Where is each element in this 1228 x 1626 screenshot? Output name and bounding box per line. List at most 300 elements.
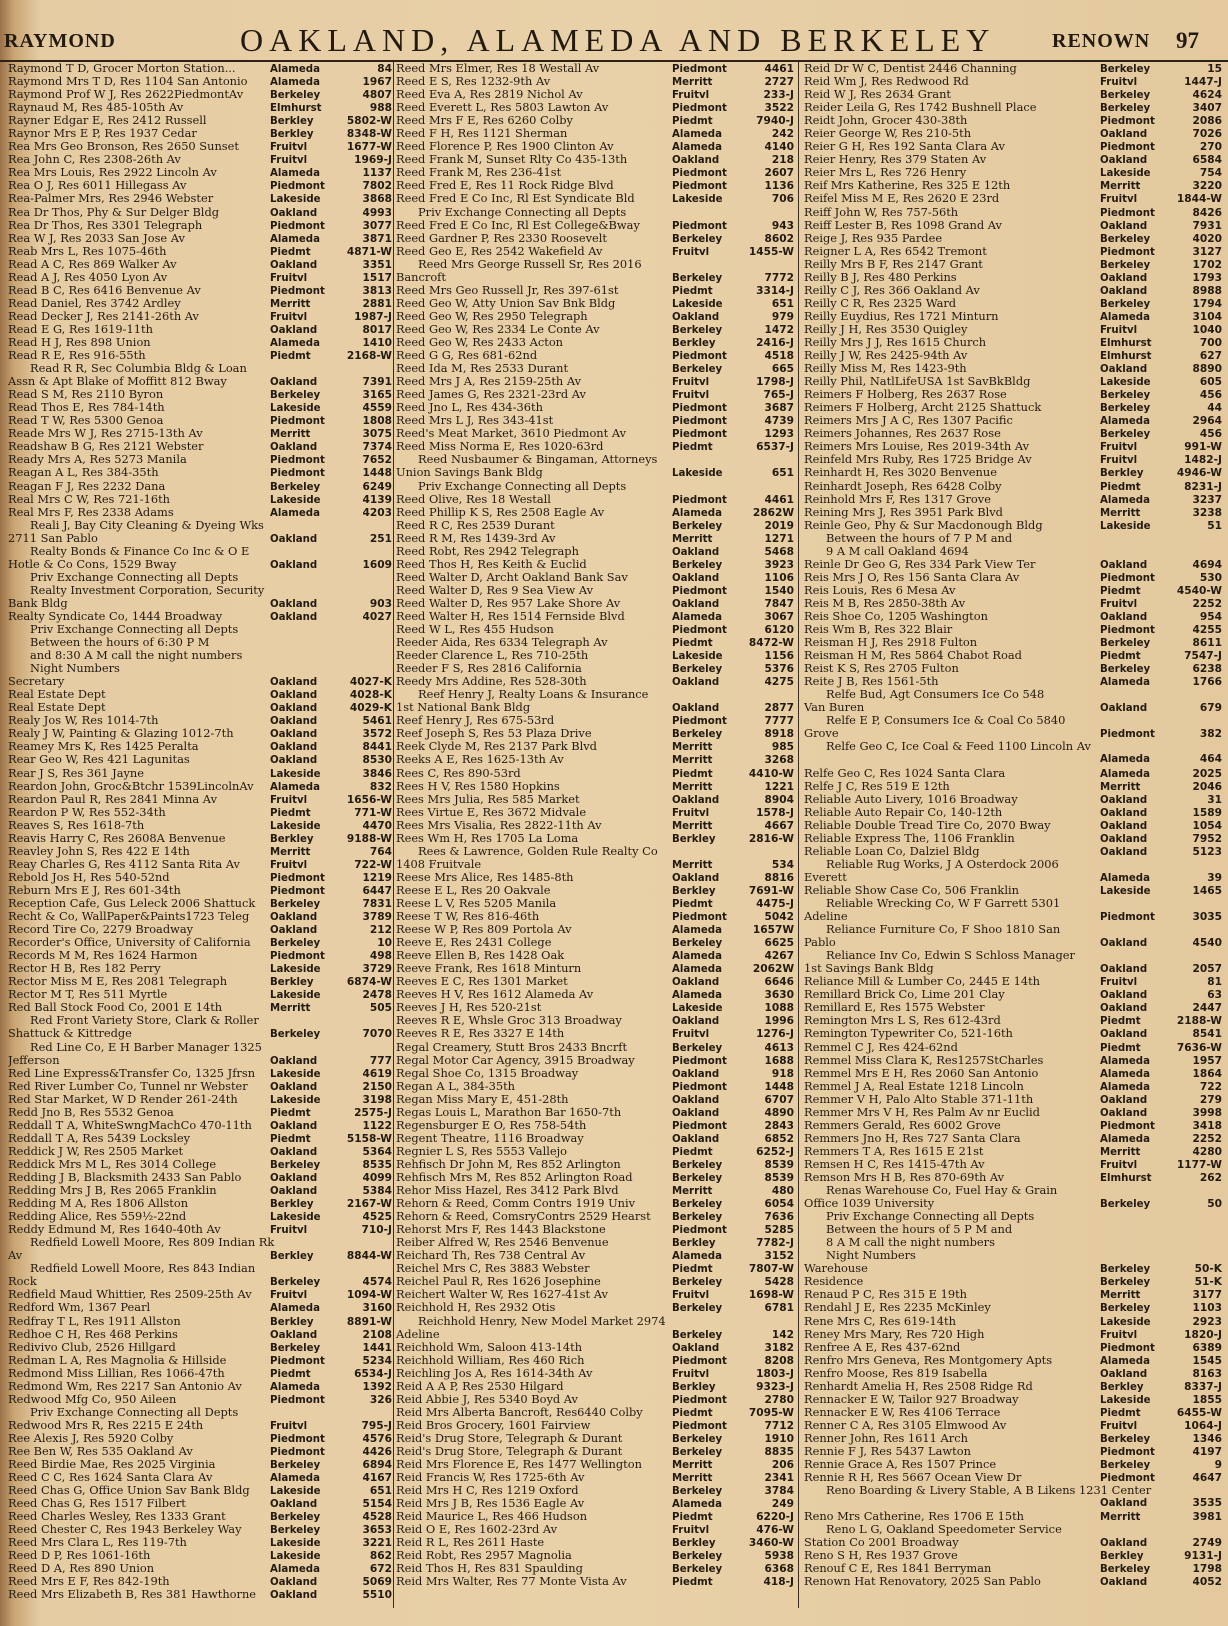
listing-name: Realy J W, Painting & Glazing 1012-7th: [8, 727, 234, 741]
listing-phone-number: 7777: [764, 715, 794, 728]
listing-exchange: Oakland: [270, 742, 318, 754]
listing-exchange: Alameda: [1100, 1133, 1150, 1145]
listing-phone-number: 534: [771, 858, 794, 871]
listing-entry: [396, 819, 794, 832]
listing-entry: [396, 923, 794, 936]
listing-name: Rea Dr Thos, Phy & Sur Delger Bldg: [8, 205, 220, 219]
listing-exchange: Fruitvl: [672, 1029, 710, 1041]
listing-exchange: Oakland: [270, 377, 318, 389]
listing-phone-number: 1156: [764, 650, 794, 663]
listing-entry: [396, 466, 794, 479]
listing-phone-number: 2923: [1192, 1315, 1222, 1328]
listing-phone-number: 8348-W: [346, 128, 392, 141]
listing-name: Reifel Miss M E, Res 2620 E 23rd: [804, 192, 1000, 206]
listing-phone-number: 988: [369, 102, 392, 115]
listing-name: Reinle Geo, Phy & Sur Macdonough Bldg: [804, 518, 1043, 532]
listing-entry: [804, 480, 1222, 493]
listing-name: Hotle & Co Cons, 1529 Bway: [8, 557, 177, 571]
listing-entry: [8, 1067, 392, 1080]
listing-exchange: Berkeley: [1100, 1433, 1151, 1445]
listing-phone-number: 4255: [1192, 624, 1222, 637]
listing-phone-number: 3687: [764, 402, 794, 415]
listing-entry: [396, 219, 794, 232]
listing-exchange: Oakland: [1100, 1003, 1148, 1015]
listing-phone-number: 1448: [764, 1080, 794, 1093]
listing-phone-number: 862: [369, 1550, 392, 1563]
listing-phone-number: 5510: [362, 1589, 392, 1602]
listing-phone-number: 464: [1199, 753, 1222, 766]
listing-phone-number: 1271: [764, 532, 794, 545]
listing-name: Reid Mrs H C, Res 1219 Oxford: [396, 1484, 579, 1498]
listing-exchange: Piedmt: [1100, 1042, 1141, 1054]
listing-name: Secretary: [8, 675, 65, 689]
listing-exchange: Piedmt: [1100, 585, 1141, 597]
listing-phone-number: 7636: [764, 1211, 794, 1224]
listing-phone-number: 4027: [362, 610, 392, 623]
listing-exchange: Berkeley: [672, 1564, 723, 1576]
listing-phone-number: 218: [771, 154, 794, 167]
listing-phone-number: 2877: [764, 702, 794, 715]
listing-name: Reid Abbie J, Res 5340 Boyd Av: [396, 1392, 578, 1406]
listing-exchange: Oakland: [270, 716, 318, 728]
listing-exchange: Piedmt: [1100, 481, 1141, 493]
listing-phone-number: 1578-J: [756, 806, 794, 819]
listing-phone-number: 2188-W: [1176, 1015, 1222, 1028]
listing-phone-number: 3981: [1192, 1511, 1222, 1524]
listing-entry: [804, 271, 1222, 284]
listing-exchange: Merritt: [672, 781, 713, 793]
listing-entry: [804, 558, 1222, 571]
listing-name: Reid Maurice L, Res 466 Hudson: [396, 1510, 588, 1524]
listing-entry: [396, 793, 794, 806]
listing-name: Reed Chester C, Res 1943 Berkeley Way: [8, 1523, 242, 1537]
listing-phone-number: 51: [1207, 519, 1222, 532]
listing-entry: [396, 1041, 794, 1054]
listing-name: Remington Mrs L S, Res 612-43rd: [804, 1014, 1001, 1028]
listing-entry: [804, 297, 1222, 310]
listing-name: Reilly J W, Res 2425-94th Av: [804, 349, 968, 363]
listing-name: 2711 San Pablo: [8, 531, 98, 545]
listing-entry: [396, 153, 794, 166]
listing-note: Reed Nusbaumer & Bingaman, Attorneys: [418, 453, 658, 467]
listing-exchange: Oakland: [1100, 1094, 1148, 1106]
listing-name: Reilly Mrs J J, Res 1615 Church: [804, 335, 987, 349]
listing-exchange: Oakland: [672, 311, 720, 323]
listing-entry: [804, 88, 1222, 101]
listing-exchange: Berkeley: [1100, 664, 1151, 676]
listing-phone-number: 7095-W: [748, 1406, 794, 1419]
listing-phone-number: 2881: [362, 297, 392, 310]
listing-note: Reliance Inv Co, Edwin S Schloss Manager: [826, 949, 1075, 963]
listing-name: Reid's Drug Store, Telegraph & Durant: [396, 1444, 623, 1458]
listing-entry: [396, 62, 794, 75]
listing-exchange: Berkley: [270, 1199, 314, 1211]
listing-entry: [8, 1393, 392, 1406]
listing-phone-number: 651: [369, 1485, 392, 1498]
listing-phone-number: 5802-W: [346, 115, 392, 128]
listing-phone-number: 4574: [362, 1276, 392, 1289]
listing-entry: [8, 858, 392, 871]
listing-entry: [804, 936, 1222, 949]
listing-exchange: Lakeside: [270, 1094, 321, 1106]
listing-name: Rebold Jos H, Res 540-52nd: [8, 870, 170, 884]
listing-exchange: Alameda: [1100, 1055, 1150, 1067]
listing-phone-number: 979: [771, 310, 794, 323]
listing-name: Reavis Harry C, Res 2608A Benvenue: [8, 831, 226, 845]
listing-exchange: Berkeley: [672, 1329, 723, 1341]
listing-note: Between the hours of 6:30 P M: [30, 636, 210, 650]
listing-exchange: Berkley: [672, 1238, 716, 1250]
listing-phone-number: 777: [369, 1054, 392, 1067]
listing-exchange: Elmhurst: [1100, 351, 1152, 363]
listing-entry: [396, 884, 794, 897]
listing-name: Reardon Paul R, Res 2841 Minna Av: [8, 792, 218, 806]
listing-exchange: Oakland: [270, 559, 318, 571]
listing-phone-number: 7831: [362, 898, 392, 910]
listing-entry: [396, 192, 794, 205]
listing-phone-number: 5384: [362, 1185, 392, 1198]
listing-exchange: Fruitvl: [270, 1225, 308, 1237]
listing-entry: [396, 1562, 794, 1575]
listing-name: Pablo: [804, 936, 836, 950]
listing-exchange: Alameda: [1100, 1068, 1150, 1080]
listing-name: Regnier L S, Res 5553 Vallejo: [396, 1144, 567, 1158]
listing-name: Reid Robt, Res 2957 Magnolia: [396, 1549, 572, 1563]
listing-exchange: Piedmt: [270, 1107, 311, 1119]
listing-entry: [804, 179, 1222, 192]
listing-exchange: Oakland: [1100, 220, 1148, 232]
listing-exchange: Lakeside: [672, 468, 723, 480]
listing-entry: [396, 1458, 794, 1471]
listing-name: Redfray T L, Res 1911 Allston: [8, 1314, 181, 1328]
listing-entry: [8, 1132, 392, 1145]
listing-exchange: Alameda: [1100, 311, 1150, 323]
listing-phone-number: 2478: [362, 989, 392, 1002]
listing-name: Reier George W, Res 210-5th: [804, 127, 972, 141]
listing-entry: [8, 1080, 392, 1093]
listing-entry: [8, 1471, 392, 1484]
listing-entry: [8, 923, 392, 936]
listing-entry: [804, 323, 1222, 336]
listing-name: Reilly Miss M, Res 1423-9th: [804, 362, 967, 376]
listing-exchange: Piedmt: [270, 351, 311, 363]
listing-name: Av: [8, 1249, 23, 1263]
listing-exchange: Alameda: [1100, 1355, 1150, 1367]
listing-phone-number: 1346: [1192, 1432, 1222, 1445]
listing-exchange: Fruitvl: [672, 1290, 710, 1302]
listing-entry: [8, 675, 392, 688]
listing-phone-number: 6537-J: [756, 441, 794, 454]
listing-exchange: Oakland: [672, 1133, 720, 1145]
listing-entry: [804, 62, 1222, 75]
listing-phone-number: 251: [369, 532, 392, 545]
listing-name: Reed Geo W, Res 2950 Telegraph: [396, 309, 588, 323]
listing-phone-number: 627: [1199, 350, 1222, 363]
listing-phone-number: 4946-W: [1176, 467, 1222, 480]
listing-phone-number: 1054: [1192, 819, 1222, 832]
listing-entry: [8, 1575, 392, 1588]
listing-phone-number: 8835: [764, 1445, 794, 1458]
listing-phone-number: 4275: [764, 676, 794, 689]
listing-exchange: Alameda: [270, 1303, 320, 1315]
listing-phone-number: 6707: [764, 1093, 794, 1106]
listing-exchange: Alameda: [672, 951, 722, 963]
listing-phone-number: 81: [1207, 976, 1222, 989]
listing-exchange: Alameda: [672, 611, 722, 623]
listing-name: Read A C, Res 869 Walker Av: [8, 257, 177, 271]
listing-exchange: Alameda: [270, 64, 320, 75]
listing-entry: [8, 323, 392, 336]
listing-exchange: Oakland: [270, 324, 318, 336]
listing-entry: [804, 362, 1222, 375]
listing-entry: [8, 1458, 392, 1471]
listing-phone-number: 6252-J: [756, 1145, 794, 1158]
listing-entry: [396, 1067, 794, 1080]
listing-phone-number: 4540-W: [1176, 584, 1222, 597]
listing-name: Reisman H M, Res 5864 Chabot Road: [804, 649, 1022, 663]
listing-name: Reliable Auto Livery, 1016 Broadway: [804, 792, 1018, 806]
listing-name: Bank Bldg: [8, 596, 68, 610]
listing-entry: [8, 1197, 392, 1210]
listing-entry: [8, 1001, 392, 1014]
listing-phone-number: 700: [1199, 336, 1222, 349]
listing-exchange: Elmhurst: [1100, 1172, 1152, 1184]
listing-phone-number: 8017: [362, 323, 392, 336]
listing-exchange: Alameda: [270, 1564, 320, 1576]
listing-exchange: Oakland: [672, 1068, 720, 1080]
listing-name: Remmer V H, Palo Alto Stable 371-11th: [804, 1092, 1034, 1106]
listing-exchange: Oakland: [270, 442, 318, 454]
listing-phone-number: 2862W: [752, 506, 794, 519]
listing-entry: [8, 1275, 392, 1288]
listing-entry: [8, 688, 392, 701]
listing-phone-number: 6054: [764, 1198, 794, 1211]
listing-name: Rennacker E W, Res 4106 Terrace: [804, 1405, 1001, 1419]
listing-exchange: Berkeley: [1100, 64, 1151, 75]
listing-entry: [396, 727, 794, 740]
listing-exchange: Lakeside: [270, 1212, 321, 1224]
listing-entry: [396, 179, 794, 192]
listing-note: Reed Mrs George Russell Sr, Res 2016: [418, 257, 642, 271]
listing-entry: [396, 427, 794, 440]
listing-entry: [804, 140, 1222, 153]
listing-entry: [396, 897, 794, 910]
listing-name: Remmel Mrs E H, Res 2060 San Antonio: [804, 1066, 1039, 1080]
listing-phone-number: 4099: [362, 1171, 392, 1184]
listing-name: Reed Thos H, Res Keith & Euclid: [396, 557, 587, 571]
listing-phone-number: 918: [771, 1067, 794, 1080]
listing-exchange: Oakland: [1100, 272, 1148, 284]
listing-entry: [8, 1354, 392, 1367]
listing-name: Reed Phillip K S, Res 2508 Eagle Av: [396, 505, 605, 519]
listing-phone-number: 4890: [764, 1106, 794, 1119]
listing-phone-number: 1798: [1192, 1563, 1222, 1576]
listing-entry: [396, 1106, 794, 1119]
listing-name: Reab Mrs L, Res 1075-46th: [8, 244, 167, 258]
listing-phone-number: 5428: [764, 1276, 794, 1289]
listing-name: Remington Typewriter Co, 521-16th: [804, 1027, 1013, 1041]
listing-entry: [804, 101, 1222, 114]
listing-name: Reed Olive, Res 18 Westall: [396, 492, 551, 506]
listing-phone-number: 1656-W: [346, 793, 392, 806]
listing-name: Adeline: [804, 910, 848, 924]
listing-exchange: Berkeley: [1100, 1277, 1151, 1289]
listing-exchange: Alameda: [672, 507, 722, 519]
listing-entry: [804, 440, 1222, 453]
listing-name: Reddall T A, WhiteSwngMachCo 470-11th: [8, 1118, 252, 1132]
listing-name: Remson Mrs H B, Res 870-69th Av: [804, 1170, 1005, 1184]
listing-name: Reddick J W, Res 2505 Market: [8, 1144, 184, 1158]
listing-name: Reid Mrs Alberta Bancroft, Res6440 Colby: [396, 1405, 643, 1419]
listing-phone-number: 2341: [764, 1472, 794, 1485]
listing-phone-number: 1472: [764, 323, 794, 336]
listing-name: Rehorn & Reed, ComsryContrs 2529 Hearst: [396, 1210, 651, 1224]
listing-phone-number: 2150: [362, 1080, 392, 1093]
listing-name: Reed Florence P, Res 1900 Clinton Av: [396, 140, 614, 154]
listing-phone-number: 3407: [1192, 102, 1222, 115]
listing-entry: [804, 1093, 1222, 1106]
listing-name: Relfe Geo C, Res 1024 Santa Clara: [804, 766, 1006, 780]
listing-phone-number: 1088: [764, 1002, 794, 1015]
listing-entry: [396, 1301, 794, 1314]
listing-exchange: Piedmont: [672, 1055, 727, 1067]
listing-note: Priv Exchange Connecting all Depts: [418, 479, 627, 493]
listing-entry: [804, 571, 1222, 584]
listing-entry: [8, 780, 392, 793]
listing-exchange: Lakeside: [270, 1068, 321, 1080]
listing-phone-number: 31: [1207, 793, 1222, 806]
listing-entry: [804, 506, 1222, 519]
listing-entry: [804, 1575, 1222, 1588]
listing-name: Reilly Euydius, Res 1721 Minturn: [804, 309, 999, 323]
listing-entry: [804, 1080, 1222, 1093]
listing-exchange: Piedmont: [672, 1394, 727, 1406]
listing-phone-number: 15: [1207, 63, 1222, 75]
listing-phone-number: 8530: [362, 754, 392, 767]
listing-exchange: Merritt: [672, 77, 713, 89]
listing-phone-number: 1864: [1192, 1067, 1222, 1080]
listing-exchange: Merritt: [1100, 781, 1141, 793]
listing-exchange: Fruitvl: [672, 90, 710, 102]
listing-phone-number: 1793: [1192, 271, 1222, 284]
listing-phone-number: 2607: [764, 167, 794, 180]
listing-phone-number: 4280: [1192, 1145, 1222, 1158]
listing-entry: [8, 388, 392, 401]
listing-phone-number: 7547-J: [1184, 650, 1222, 663]
listing-exchange: Piedmt: [672, 1146, 713, 1158]
listing-entry: [804, 192, 1222, 205]
listing-entry: [804, 453, 1222, 466]
listing-exchange: Berkeley: [270, 1512, 321, 1524]
listing-name: Reige J, Res 935 Pardee: [804, 231, 943, 245]
listing-entry: [8, 532, 392, 545]
listing-phone-number: 5938: [764, 1550, 794, 1563]
listing-exchange: Berkeley: [1100, 90, 1151, 102]
listing-phone-number: 262: [1199, 1171, 1222, 1184]
listing-phone-number: 4993: [362, 206, 392, 219]
listing-entry: [804, 1288, 1222, 1301]
listing-phone-number: 651: [771, 467, 794, 480]
listing-name: Rea-Palmer Mrs, Res 2946 Webster: [8, 192, 214, 206]
listing-exchange: Piedmont: [672, 181, 727, 193]
listing-name: Reed Chas G, Res 1517 Filbert: [8, 1497, 186, 1511]
listing-phone-number: 3221: [362, 1537, 392, 1550]
listing-name: Reed Walter D, Archt Oakland Bank Sav: [396, 570, 628, 584]
listing-entry: [804, 1406, 1222, 1419]
listing-entry: [396, 1406, 794, 1419]
listing-name: Reed Frank M, Res 236-41st: [396, 166, 562, 180]
listing-name: Reno S H, Res 1937 Grove: [804, 1549, 958, 1563]
listing-phone-number: 6447: [362, 884, 392, 897]
listing-entry: [804, 727, 1222, 740]
listing-note: Redfield Lowell Moore, Res 843 Indian: [30, 1262, 256, 1276]
listing-phone-number: 4139: [362, 493, 392, 506]
listing-exchange: Oakland: [270, 1329, 318, 1341]
listing-phone-number: 1702: [1192, 258, 1222, 271]
listing-phone-number: 3198: [362, 1093, 392, 1106]
listing-entry: [396, 127, 794, 140]
listing-exchange: Fruitvl: [672, 807, 710, 819]
listing-name: Reed D A, Res 890 Union: [8, 1562, 155, 1576]
listing-exchange: Alameda: [672, 1499, 722, 1511]
listing-exchange: Alameda: [270, 77, 320, 89]
listing-entry: [8, 206, 392, 219]
listing-exchange: Lakeside: [270, 820, 321, 832]
listing-name: Reist K S, Res 2705 Fulton: [804, 662, 959, 676]
listing-exchange: Piedmont: [1100, 1342, 1155, 1354]
listing-phone-number: 1657W: [752, 924, 794, 937]
listing-entry: [8, 440, 392, 453]
listing-phone-number: 4518: [764, 350, 794, 363]
listing-entry: [804, 1549, 1222, 1562]
listing-name: Reddick Mrs M L, Res 3014 College: [8, 1157, 217, 1171]
listing-phone-number: 8539: [764, 1171, 794, 1184]
listing-exchange: Oakland: [270, 611, 318, 623]
listing-exchange: Oakland: [1100, 129, 1148, 141]
listing-phone-number: 418-J: [763, 1576, 794, 1589]
listing-exchange: Alameda: [270, 168, 320, 180]
listing-exchange: Berkeley: [270, 1029, 321, 1041]
listing-phone-number: 44: [1207, 402, 1222, 415]
listing-exchange: Berkeley: [672, 233, 723, 245]
listing-name: Ready Mrs A, Res 5273 Manila: [8, 453, 187, 467]
listing-phone-number: 7847: [764, 597, 794, 610]
listing-exchange: Alameda: [1100, 872, 1150, 884]
listing-exchange: Oakland: [1100, 1368, 1148, 1380]
listing-name: Regal Creamery, Stutt Bros 2433 Bncrft: [396, 1040, 628, 1054]
listing-entry: [8, 1380, 392, 1393]
listing-exchange: Oakland: [672, 794, 720, 806]
listing-entry: [396, 362, 794, 375]
listing-exchange: Piedmt: [672, 1264, 713, 1276]
listing-exchange: Oakland: [270, 1055, 318, 1067]
listing-phone-number: 4197: [1192, 1445, 1222, 1458]
listing-name: Reid A A P, Res 2530 Hilgard: [396, 1379, 564, 1393]
listing-entry: [396, 1210, 794, 1223]
listing-phone-number: 2025: [1192, 767, 1222, 780]
listing-exchange: Berkley: [1100, 468, 1144, 480]
listing-phone-number: 5234: [362, 1354, 392, 1367]
listing-note: Priv Exchange Connecting all Depts: [30, 570, 239, 584]
listing-entry: [8, 610, 392, 623]
listing-entry: [804, 166, 1222, 179]
listing-exchange: Oakland: [1100, 364, 1148, 376]
listing-entry: [396, 1119, 794, 1132]
listing-name: Rea W J, Res 2033 San Jose Av: [8, 231, 185, 245]
listing-name: Reeve E, Res 2431 College: [396, 936, 552, 950]
listing-entry: [8, 1093, 392, 1106]
listing-phone-number: 1219: [362, 871, 392, 884]
